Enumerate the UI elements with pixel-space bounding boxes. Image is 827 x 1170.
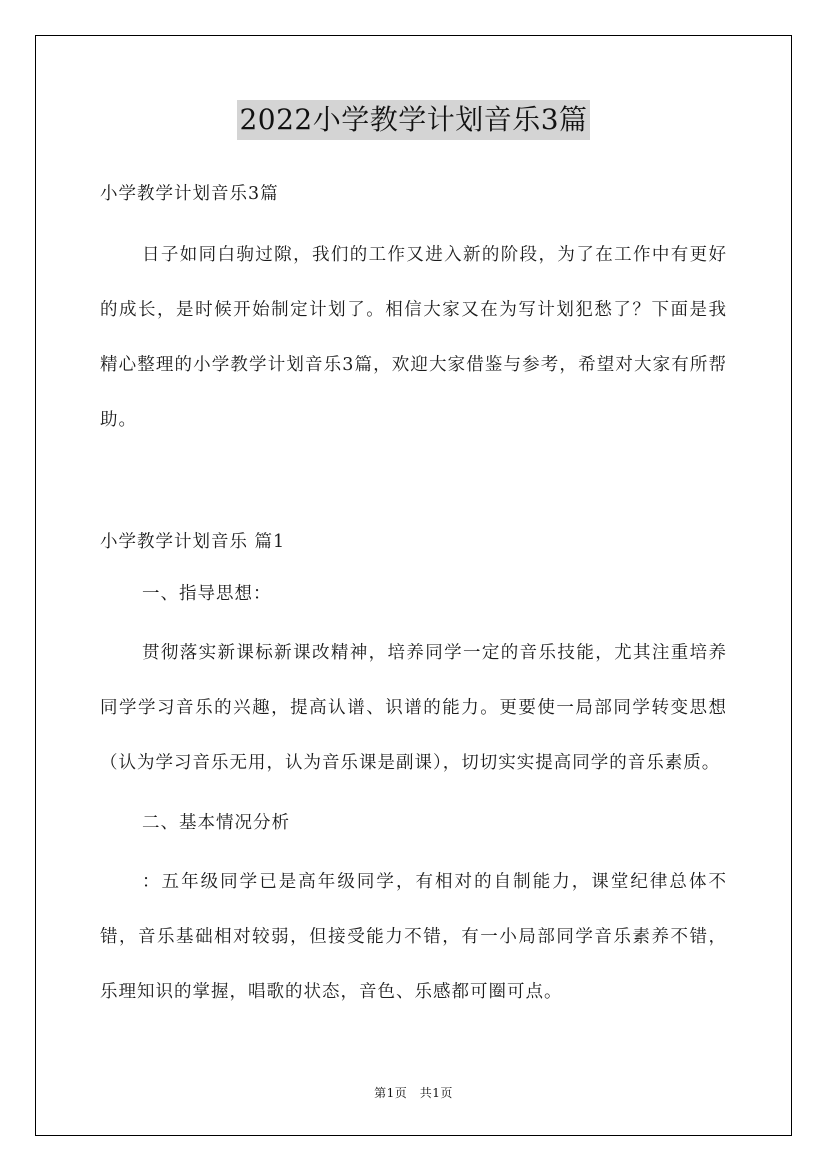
part1-heading: 一、指导思想： <box>142 584 272 604</box>
part2-heading: 二、基本情况分析 <box>142 813 290 833</box>
section-heading: 小学教学计划音乐 篇1 <box>100 532 286 552</box>
intro-paragraph: 日子如同白驹过隙，我们的工作又进入新的阶段，为了在工作中有更好的成长，是时候开始制定计划了。相信大家又在为写计划犯愁了？下面是我精心整理的小学教学计划音乐3篇，欢迎大家借鉴与参考，希望对大家有所帮助。 <box>100 245 727 430</box>
document-subtitle: 小学教学计划音乐3篇 <box>100 184 279 204</box>
document-title: 2022小学教学计划音乐3篇 <box>237 100 589 140</box>
title-container <box>0 100 827 140</box>
part1-body: 贯彻落实新课标新课改精神，培养同学一定的音乐技能，尤其注重培养同学学习音乐的兴趣，提高认谱、识谱的能力。更要使一局部同学转变思想（认为学习音乐无用，认为音乐课是副课），切切实实提高同学的音乐素质。 <box>100 643 727 773</box>
document-body <box>100 178 727 1020</box>
part2-body: ：五年级同学已是高年级同学，有相对的自制能力，课堂纪律总体不错，音乐基础相对较弱，但接受能力不错，有一小局部同学音乐素养不错，乐理知识的掌握，唱歌的状态，音色、乐感都可圈可点。 <box>100 872 727 1002</box>
page-number: 第1页 共1页 <box>374 1086 453 1100</box>
